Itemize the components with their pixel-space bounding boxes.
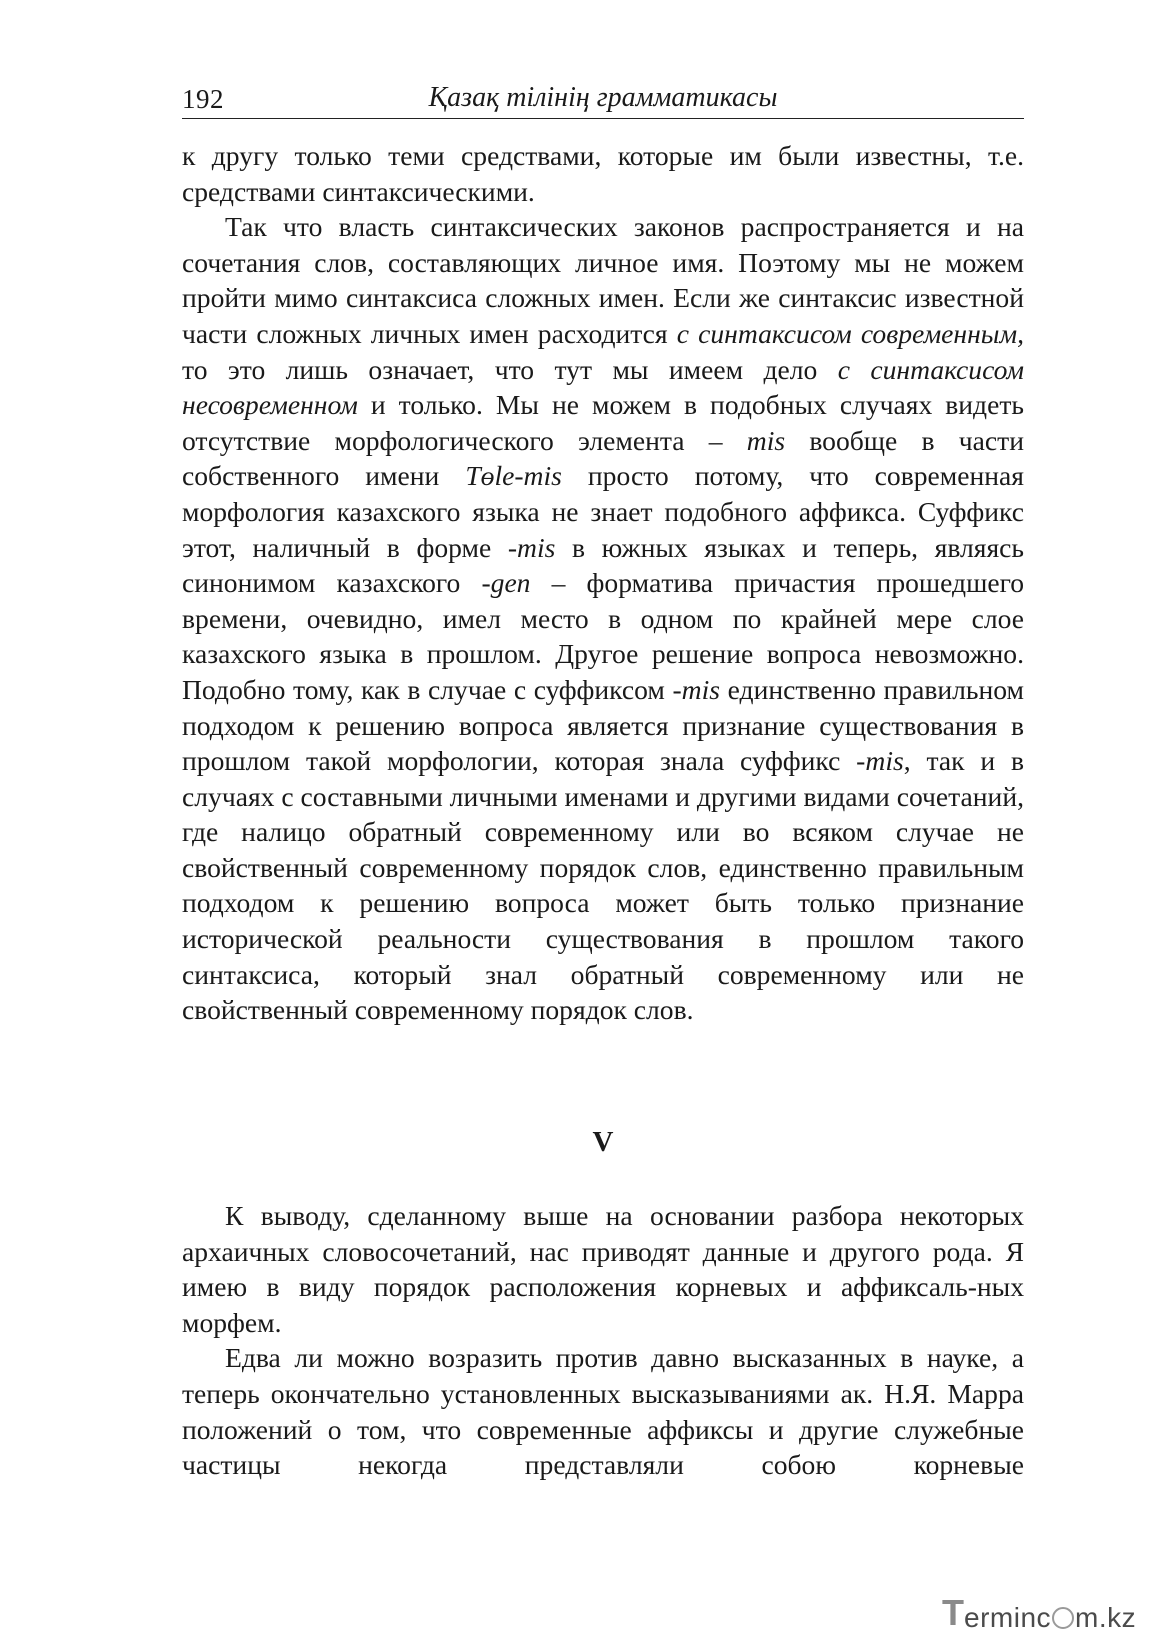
text-run: К выводу, сделанному выше на основании разбора некоторых архаичных словосочетаний, нас приводят данные и другого рода. Я имею в виду порядок расположения корневых и аффиксаль-ных морфем. — [182, 1200, 1024, 1338]
text-run: , так и в случаях с составными личными именами и другими видами сочетаний, где налицо обратный современному или во всяком случае не свойственный современному порядок слов, единственно правильным подходом к решению вопроса может быть только признание исторической реальности существования в прошлом такого синтаксиса, который знал обратный современному или не свойственный современному порядок слов. — [182, 745, 1024, 1026]
watermark-letter: T — [942, 1592, 964, 1633]
page-number: 192 — [182, 84, 224, 114]
text-run: единственно правильном подходом к решению вопроса является признание существования в прошлом такой морфологии, которая знала суффикс - — [182, 673, 1024, 777]
site-watermark — [942, 1592, 1142, 1633]
paragraph — [182, 1198, 1024, 1340]
text-run: – формaтива причастия прошедшего времени, очевидно, имел место в одном по крайней мере слое казахского языка в прошлом. Другое решение вопроса невозможно. Подобно тому, как в случае с суффиксом - — [182, 567, 1025, 705]
watermark-text — [964, 1602, 1136, 1634]
text-run: в южных языках и теперь, являясь синонимом казахского - — [182, 531, 1024, 599]
running-title: Қазақ тілінің грамматикасы — [428, 82, 778, 113]
watermark-o-icon — [1052, 1607, 1074, 1629]
paragraph — [182, 1340, 1024, 1482]
text-run: то это лишь означает, что тут мы имеем дело — [182, 353, 838, 385]
text-run: к другу только теми средствами, которые им были известны, т.е. средствами синтаксическими. — [182, 140, 1024, 207]
main-text-continued — [182, 1198, 1024, 1483]
italic-term: с синтаксисом несовременном — [182, 353, 1024, 421]
text-run: и только. Мы не можем в подобных случаях видеть отсутствие морфологического элемента – — [182, 389, 1024, 456]
italic-term: mis — [746, 424, 786, 456]
watermark-text-start: erminc — [964, 1602, 1052, 1633]
italic-term: Tөle-mis — [465, 460, 562, 492]
italic-term: mis — [681, 673, 721, 705]
text-run: Едва ли можно возразить против давно высказанных в науке, а теперь окончательно установленных высказываниями ак. Н.Я. Марра положений о том, что современные аффиксы и другие служебные частицы некогда представляли собою корневые — [182, 1342, 1024, 1481]
main-text — [182, 138, 1024, 1028]
italic-term: gen — [490, 567, 531, 599]
paragraph — [182, 138, 1024, 209]
text-run: Так что власть синтаксических законов распространяется и на сочетания слов, составляющих личное имя. Поэтому мы не можем пройти мимо синтаксиса сложных имен. Если же синтаксис известной части сложных личных имен расходится — [182, 211, 1024, 349]
italic-term: с синтаксисом современным, — [676, 317, 1024, 349]
italic-term: mis — [517, 531, 556, 563]
text-run: просто потому, что современная морфология казахского языка не знает подобного аффикса. Суффикс этот, наличный в форме - — [182, 460, 1024, 563]
paragraph — [182, 209, 1024, 1028]
section-heading: V — [592, 1126, 614, 1158]
text-run: вообще в части собственного имени — [182, 424, 1024, 492]
watermark-text-end: m.kz — [1075, 1602, 1137, 1633]
italic-term: mis — [865, 745, 904, 777]
page-header — [182, 82, 1024, 119]
